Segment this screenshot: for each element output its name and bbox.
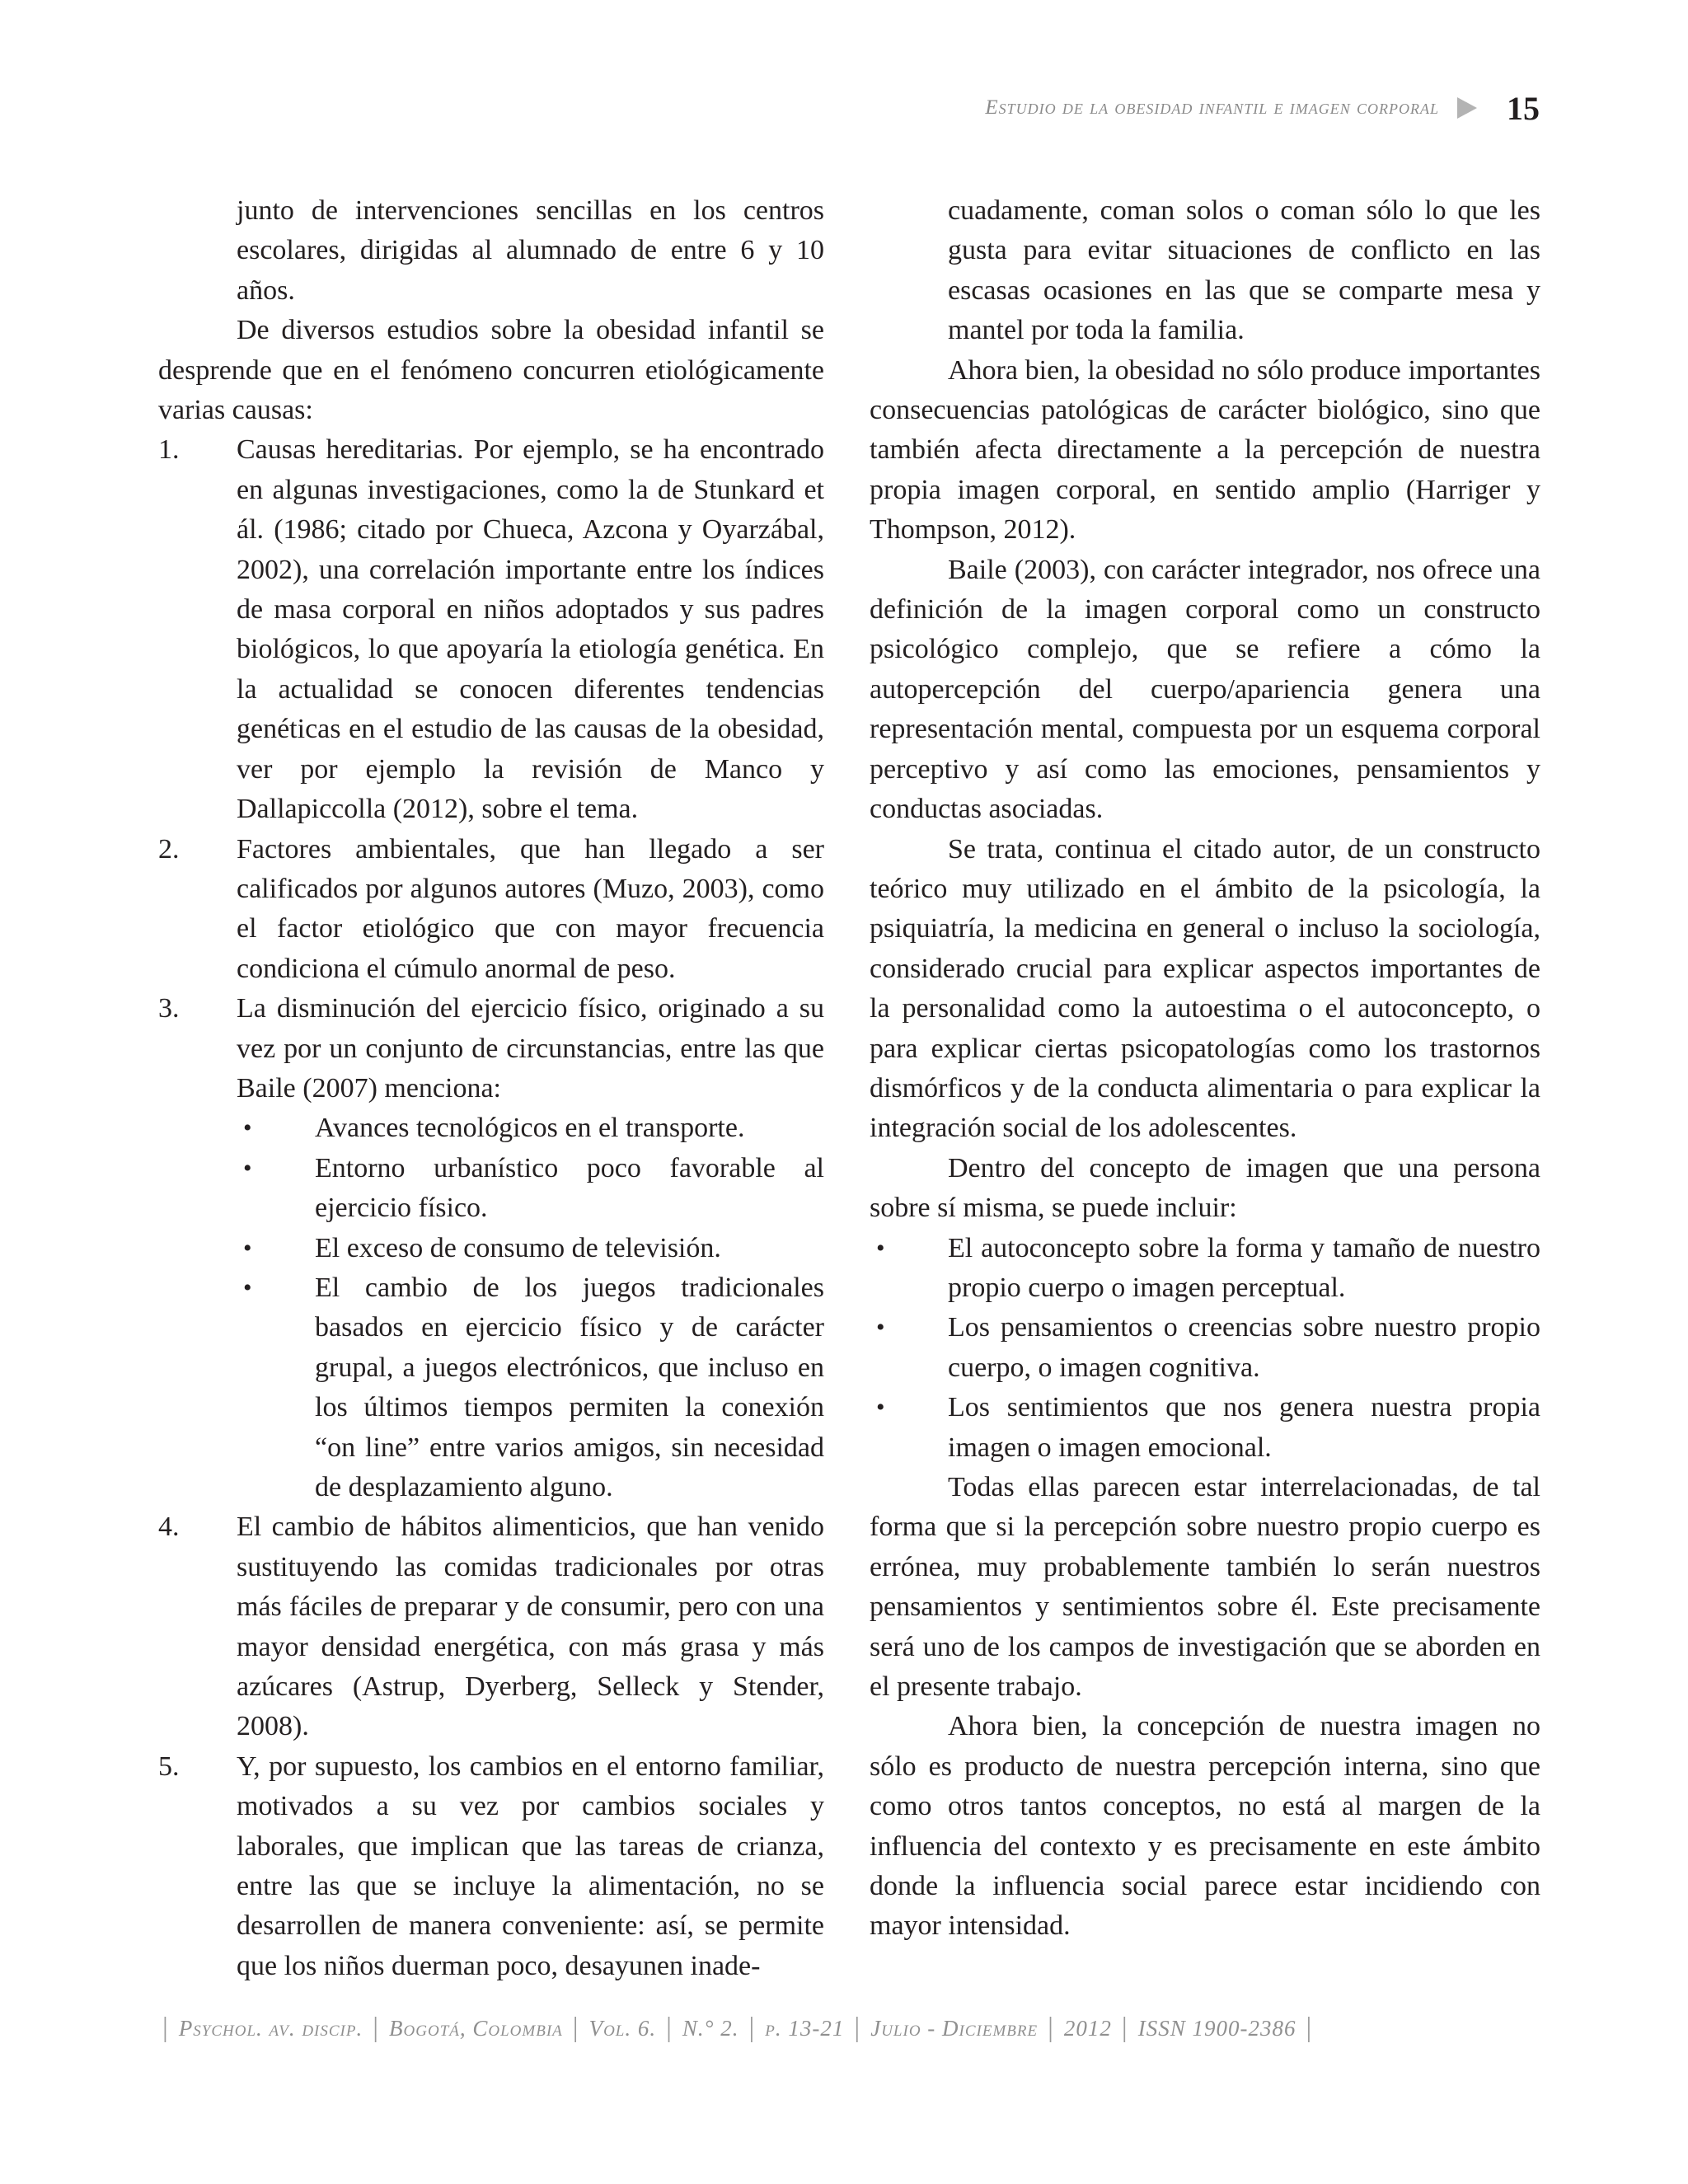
bullet-text: Los pensamientos o creencias sobre nuestro propio cuerpo, o imagen cognitiva. xyxy=(948,1312,1540,1383)
bullet-list xyxy=(870,1229,1540,1468)
paragraph-continued: junto de intervenciones sencillas en los centros escolares, dirigidas al alumnado de entre 6 y 10 años. xyxy=(237,195,824,306)
list-item-text: Causas hereditarias. Por ejemplo, se ha encontrado en algunas investigaciones, como la de Stunkard et ál. (1986; citado por Chueca, Azcona y Oyarzábal, 2002), una correlación importante entre los índices de masa corporal en niños adoptados y sus padres biológicos, lo que apoyaría la etiología genética. En la actualidad se conocen diferentes tendencias genéticas en el estudio de las causas de la obesidad, ver por ejemplo la revisión de Manco y Dallapiccolla (2012), sobre el tema. xyxy=(237,434,824,825)
journal-name: Psychol. av. discip. xyxy=(178,2015,363,2041)
separator: | xyxy=(162,2013,169,2043)
paragraph: Dentro del concepto de imagen que una persona sobre sí misma, se puede incluir: xyxy=(870,1152,1540,1224)
list-number: 4. xyxy=(158,1511,180,1543)
separator: | xyxy=(748,2013,756,2043)
page-number: 15 xyxy=(1507,89,1540,127)
separator: | xyxy=(666,2013,673,2043)
bullet-icon: • xyxy=(243,1114,252,1142)
list-item-text: Y, por supuesto, los cambios en el entorno familiar, motivados a su vez por cambios sociales y laborales, que implican que las tareas de crianza, entre las que se incluye la alimentación, no se desarrollen de manera conveniente: así, se permite que los niños duerman poco, desayunen inade- xyxy=(237,1750,824,1981)
sub-bullet-list xyxy=(237,1108,824,1507)
bullet-icon: • xyxy=(876,1314,885,1342)
paragraph: Se trata, continua el citado autor, de un constructo teórico muy utilizado en el ámbito de la psicología, la psiquiatría, la medicina en general o incluso la sociología, considerado crucial para explicar aspectos importantes de la personalidad como la autoestima o el autoconcepto, o para explicar ciertas psicopatologías como los trastornos dismórficos y de la conducta alimentaria o para explicar la integración social de los adolescentes. xyxy=(870,833,1540,1144)
list-item xyxy=(158,1747,824,1986)
separator: | xyxy=(1306,2013,1313,2043)
triangle-arrow-icon xyxy=(1457,97,1477,119)
list-number: 1. xyxy=(158,434,180,466)
sub-bullet-text: Entorno urbanístico poco favorable al ejercicio físico. xyxy=(315,1152,824,1224)
bullet-icon: • xyxy=(243,1154,252,1182)
paragraph: Todas ellas parecen estar interrelacionadas, de tal forma que si la percepción sobre nuestro propio cuerpo es errónea, muy probablemente también lo serán nuestros pensamientos y sentimientos sobre él. Este precisamente será uno de los campos de investigación que se aborden en el presente trabajo. xyxy=(870,1472,1540,1703)
journal-issn: ISSN 1900-2386 xyxy=(1137,2015,1296,2041)
bullet-text: Los sentimientos que nos genera nuestra propia imagen o imagen emocional. xyxy=(948,1392,1540,1463)
paragraph: De diversos estudios sobre la obesidad infantil se desprende que en el fenómeno concurren etiológicamente varias causas: xyxy=(158,315,824,426)
paragraph: Baile (2003), con carácter integrador, nos ofrece una definición de la imagen corporal como un constructo psicológico complejo, que se refiere a cómo la autopercepción del cuerpo/apariencia genera una representación mental, compuesta por un esquema corporal perceptivo y así como las emociones, pensamientos y conductas asociadas. xyxy=(870,554,1540,825)
footer-citation xyxy=(152,2013,1322,2044)
journal-year: 2012 xyxy=(1063,2015,1112,2041)
sub-bullet-text: El cambio de los juegos tradicionales basados en ejercicio físico y de carácter grupal, a juegos electrónicos, que incluso en los últimos tiempos permiten la conexión “on line” entre varios amigos, sin necesidad de desplazamiento alguno. xyxy=(315,1272,824,1502)
list-item-text: Factores ambientales, que han llegado a ser calificados por algunos autores (Muzo, 2003), como el factor etiológico que con mayor frecuencia condiciona el cúmulo anormal de peso. xyxy=(237,833,824,984)
bullet-icon: • xyxy=(876,1394,885,1422)
separator: | xyxy=(1048,2013,1054,2043)
journal-pages: p. 13-21 xyxy=(765,2015,845,2041)
bullet-item xyxy=(870,1308,1540,1388)
journal-issue: N.° 2. xyxy=(682,2015,739,2041)
sub-bullet-text: Avances tecnológicos en el transporte. xyxy=(315,1113,745,1144)
bullet-item xyxy=(870,1388,1540,1468)
numbered-list xyxy=(158,430,824,1986)
paragraph: Ahora bien, la concepción de nuestra imagen no sólo es producto de nuestra percepción interna, sino que como otros tantos conceptos, no está al margen de la influencia del contexto y es precisamente en este ámbito donde la influencia social parece estar incidiendo con mayor intensidad. xyxy=(870,1711,1540,1942)
separator: | xyxy=(1121,2013,1128,2043)
paragraph-continued: cuadamente, coman solos o coman sólo lo que les gusta para evitar situaciones de conflicto en las escasas ocasiones en las que se comparte mesa y mantel por toda la familia. xyxy=(948,195,1540,346)
list-item-text: El cambio de hábitos alimenticios, que han venido sustituyendo las comidas tradicionales por otras más fáciles de preparar y de consumir, pero con una mayor densidad energética, con más grasa y más azúcares (Astrup, Dyerberg, Selleck y Stender, 2008). xyxy=(237,1511,824,1742)
list-item-body xyxy=(237,989,824,1507)
journal-volume: Vol. 6. xyxy=(588,2015,657,2041)
left-column xyxy=(158,191,824,1986)
list-item xyxy=(158,830,824,990)
separator: | xyxy=(854,2013,861,2043)
bullet-icon: • xyxy=(243,1273,252,1301)
list-number: 5. xyxy=(158,1750,180,1782)
sub-bullet-item xyxy=(237,1229,824,1268)
running-head xyxy=(985,89,1540,127)
list-number: 3. xyxy=(158,993,180,1024)
bullet-icon: • xyxy=(876,1234,885,1262)
list-item-text: La disminución del ejercicio físico, originado a su vez por un conjunto de circunstancias, entre las que Baile (2007) menciona: xyxy=(237,993,824,1104)
separator: | xyxy=(373,2013,380,2043)
sub-bullet-item xyxy=(237,1268,824,1507)
journal-city: Bogotá, Colombia xyxy=(389,2015,563,2041)
sub-bullet-item xyxy=(237,1108,824,1148)
list-item xyxy=(158,989,824,1507)
right-column xyxy=(870,191,1540,1947)
sub-bullet-item xyxy=(237,1149,824,1229)
journal-period: Julio - Diciembre xyxy=(870,2015,1039,2041)
list-number: 2. xyxy=(158,833,180,865)
list-item xyxy=(158,430,824,829)
bullet-item xyxy=(870,1229,1540,1309)
running-title: Estudio de la obesidad infantil e imagen corporal xyxy=(985,96,1439,119)
separator: | xyxy=(572,2013,579,2043)
paragraph: Ahora bien, la obesidad no sólo produce importantes consecuencias patológicas de carácter biológico, sino que también afecta directamente a la percepción de nuestra propia imagen corporal, en sentido amplio (Harriger y Thompson, 2012). xyxy=(870,354,1540,546)
bullet-icon: • xyxy=(243,1234,252,1262)
sub-bullet-text: El exceso de consumo de televisión. xyxy=(315,1232,721,1263)
bullet-text: El autoconcepto sobre la forma y tamaño de nuestro propio cuerpo o imagen perceptual. xyxy=(948,1232,1540,1303)
list-item xyxy=(158,1507,824,1746)
